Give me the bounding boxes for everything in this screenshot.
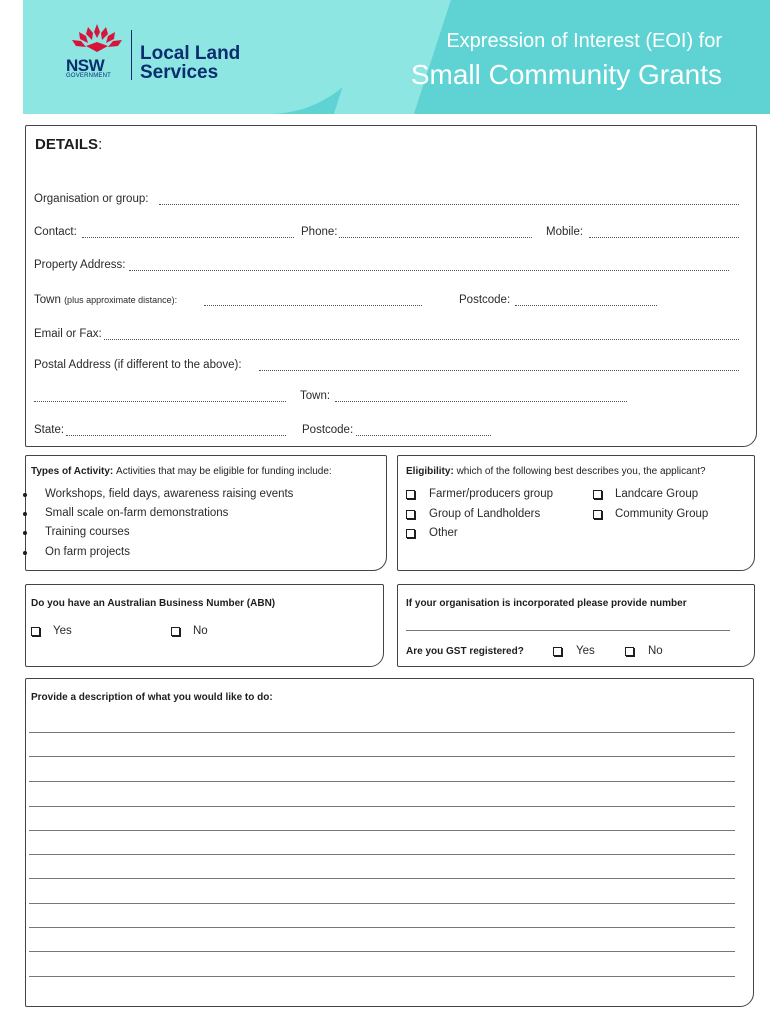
community-group-checkbox[interactable] [593,510,602,519]
abn-yes-checkbox[interactable] [31,627,40,636]
agency-name-line1: Local Land [140,43,241,64]
description-section [25,678,754,1007]
description-writing-line[interactable] [29,903,735,904]
town-label: Town (plus approximate distance): [34,294,178,306]
bullet-icon [23,493,27,497]
description-writing-line[interactable] [29,976,735,977]
bullet-icon [23,551,27,555]
header-band [23,0,770,114]
gst-yes-label: Yes [576,645,595,657]
description-prompt: Provide a description of what you would like to do: [31,692,273,703]
state-label: State: [34,424,65,436]
email-fax-field[interactable] [104,329,739,340]
postal-address-label: Postal Address (if different to the above): [34,359,242,371]
description-writing-line[interactable] [29,806,735,807]
description-writing-line[interactable] [29,830,735,831]
incorporated-question: If your organisation is incorporated please provide number [406,598,687,609]
description-writing-line[interactable] [29,951,735,952]
activity-item: Training courses [45,526,130,538]
abn-no-label: No [193,625,208,637]
logo-divider [131,30,132,80]
description-writing-line[interactable] [29,854,735,855]
postcode-label: Postcode: [459,294,511,306]
email-fax-label: Email or Fax: [34,328,102,340]
bullet-icon [23,531,27,535]
abn-question: Do you have an Australian Business Number (ABN) [31,598,276,609]
activity-item: Small scale on-farm demonstrations [45,507,229,519]
gst-question: Are you GST registered? [406,646,524,657]
mobile-field[interactable] [589,227,739,238]
organisation-field[interactable] [159,194,739,205]
eligibility-title: Eligibility: which of the following best describes you, the applicant? [406,466,706,477]
postcode2-label: Postcode: [302,424,354,436]
description-writing-line[interactable] [29,927,735,928]
gst-yes-checkbox[interactable] [553,647,562,656]
description-writing-line[interactable] [29,756,735,757]
form-title-line2: Small Community Grants [410,59,722,90]
postcode2-field[interactable] [356,425,491,436]
eligibility-option-label: Community Group [615,508,709,520]
description-writing-line[interactable] [29,732,735,733]
incorporation-number-field[interactable] [406,630,730,631]
description-writing-line[interactable] [29,781,735,782]
postal-address-field[interactable] [259,360,739,371]
postal-address-line2-field[interactable] [34,391,286,402]
other-checkbox[interactable] [406,529,415,538]
eligibility-option-label: Other [429,527,458,539]
nsw-government-label: GOVERNMENT [66,73,112,79]
nsw-wordmark: NSW [66,56,105,75]
description-writing-line[interactable] [29,878,735,879]
farmer-group-checkbox[interactable] [406,490,415,499]
town-field[interactable] [204,295,422,306]
contact-field[interactable] [82,227,294,238]
activity-title: Types of Activity: Activities that may be eligible for funding include: [31,466,332,477]
form-title-line1: Expression of Interest (EOI) for [446,30,722,52]
organisation-label: Organisation or group: [34,193,149,205]
phone-label: Phone: [301,226,338,238]
agency-name-line2: Services [140,62,219,83]
agency-name [140,44,240,82]
abn-yes-label: Yes [53,625,72,637]
eligibility-option-label: Group of Landholders [429,508,541,520]
town2-field[interactable] [335,391,627,402]
town2-label: Town: [300,390,331,402]
phone-field[interactable] [339,227,532,238]
property-address-field[interactable] [129,260,729,271]
mobile-label: Mobile: [546,226,584,238]
details-section [25,125,757,447]
bullet-icon [23,512,27,516]
property-address-label: Property Address: [34,259,126,271]
eligibility-option-label: Landcare Group [615,488,699,500]
waratah-logo-icon [66,22,128,56]
abn-no-checkbox[interactable] [171,627,180,636]
landcare-group-checkbox[interactable] [593,490,602,499]
landholders-group-checkbox[interactable] [406,510,415,519]
state-field[interactable] [66,425,286,436]
postcode-field[interactable] [515,295,657,306]
gst-no-checkbox[interactable] [625,647,634,656]
gst-no-label: No [648,645,663,657]
activity-item: Workshops, field days, awareness raising events [45,488,294,500]
contact-label: Contact: [34,226,77,238]
activity-item: On farm projects [45,546,130,558]
details-heading: DETAILS: [35,136,103,153]
eligibility-option-label: Farmer/producers group [429,488,553,500]
